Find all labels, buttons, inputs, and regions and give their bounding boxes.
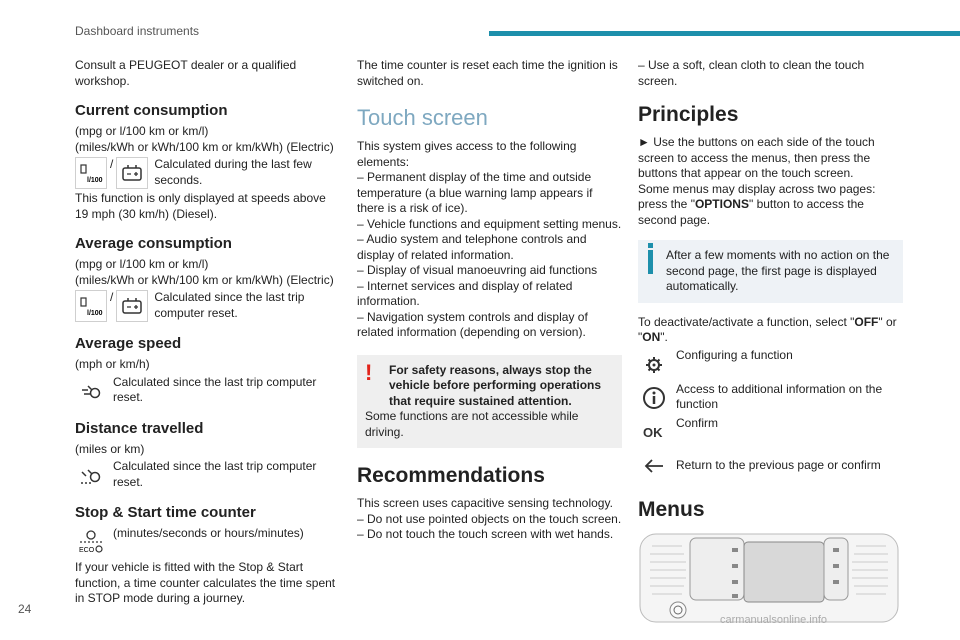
current-consumption-title: Current consumption (75, 102, 228, 119)
function-label: Access to additional information on the function (676, 381, 883, 411)
info-box (638, 240, 903, 303)
battery-consumption-icon (116, 157, 148, 189)
info-icon (648, 250, 653, 274)
average-units-2: (miles/kWh or kWh/100 km or km/kWh) (Electric) (75, 272, 334, 287)
distance-icon-row (75, 459, 340, 491)
warning-text: Some functions are not accessible while driving. (365, 409, 579, 439)
column-3 (638, 58, 903, 629)
current-units-1: (mpg or l/100 km or km/l) (75, 124, 209, 138)
stop-start-icon-row (75, 526, 340, 558)
cloth-text: – Use a soft, clean cloth to clean the touch screen. (638, 58, 865, 88)
distance-title: Distance travelled (75, 419, 204, 437)
average-consumption-title: Average consumption (75, 235, 232, 252)
intro-text: Consult a PEUGEOT dealer or a qualified workshop. (75, 58, 297, 88)
touch-item: – Vehicle functions and equipment setting menus. (357, 216, 622, 231)
svg-text:l/100: l/100 (87, 310, 103, 317)
touch-item: – Audio system and telephone controls and display of related information. (357, 232, 587, 262)
current-desc: Calculated during the last few seconds. (154, 157, 312, 187)
deactivate-text: To deactivate/activate a function, select "OFF" or "ON". (638, 314, 897, 344)
info-icon (638, 382, 670, 414)
safety-warning-box (357, 355, 622, 449)
average-desc: Calculated since the last trip computer reset. (154, 290, 305, 320)
svg-text:l/100: l/100 (87, 177, 103, 184)
gear-icon (638, 348, 670, 380)
current-units-2: (miles/kWh or kWh/100 km or km/kWh) (Electric) (75, 139, 334, 154)
function-row-info (638, 382, 903, 414)
warning-exclamation-icon: ! (365, 359, 373, 385)
column-1 (75, 58, 340, 607)
current-note: This function is only displayed at speeds above 19 mph (30 km/h) (Diesel). (75, 191, 326, 221)
eco-timer-icon (75, 526, 107, 558)
function-row-back (638, 450, 903, 482)
ok-icon (638, 416, 670, 448)
current-icons-row (75, 157, 340, 189)
touch-intro: This system gives access to the following elements: (357, 139, 577, 169)
average-icons-row (75, 290, 340, 322)
function-row-confirm (638, 416, 903, 448)
rec-item: – Do not touch the touch screen with wet hands. (357, 527, 614, 541)
function-label: Configuring a function (676, 347, 793, 362)
slash: / (110, 290, 114, 304)
header-section-title: Dashboard instruments (75, 24, 200, 38)
slash: / (110, 157, 114, 171)
touch-item: – Navigation system controls and display of related information (depending on version). (357, 309, 588, 339)
fuel-consumption-icon (75, 157, 107, 189)
rec-item: – Do not use pointed objects on the touch screen. (357, 511, 622, 526)
touch-item: – Display of visual manoeuvring aid functions (357, 263, 598, 277)
watermark: carmanualsonline.info (720, 614, 828, 626)
svg-text:ECO: ECO (79, 547, 95, 554)
average-units-1: (mpg or l/100 km or km/l) (75, 257, 209, 271)
touch-item: – Permanent display of the time and outside temperature (a blue warning lamp appears if there is a risk of ice). (357, 170, 593, 215)
stop-start-note: If your vehicle is fitted with the Stop & Start function, a time counter calculates the time spent in STOP mode during a journey. (75, 560, 336, 605)
info-text: After a few moments with no action on the second page, the first page is displayed automatically. (666, 248, 890, 293)
principles-text: ► Use the buttons on each side of the touch screen to access the menus, then press the buttons that appear on the touch screen. (638, 135, 875, 180)
function-label: Return to the previous page or confirm (676, 457, 881, 472)
page-number: 24 (18, 602, 32, 616)
touch-item: – Internet services and display of related information. (357, 278, 573, 308)
average-speed-title: Average speed (75, 335, 182, 352)
touch-screen-title: Touch screen (357, 105, 488, 130)
column-2 (357, 58, 622, 543)
rec-intro: This screen uses capacitive sensing technology. (357, 496, 613, 510)
speed-units: (mph or km/h) (75, 357, 150, 371)
battery-average-icon (116, 290, 148, 322)
distance-desc: Calculated since the last trip computer reset. (113, 459, 317, 489)
svg-text:OK: OK (643, 424, 663, 440)
principles-title: Principles (638, 103, 739, 126)
principles-text-2: Some menus may display across two pages: press the "OPTIONS" button to access the second page. (638, 181, 876, 227)
distance-units: (miles or km) (75, 441, 145, 456)
speed-icon-row (75, 375, 340, 407)
function-label: Confirm (676, 415, 719, 430)
stop-start-desc: (minutes/seconds or hours/minutes) (113, 526, 304, 540)
warning-bold-text: For safety reasons, always stop the vehicle before performing operations that require sustained attention. (389, 362, 602, 408)
menus-title: Menus (638, 497, 705, 521)
distance-icon (75, 459, 107, 491)
recommendations-title: Recommendations (357, 464, 545, 487)
speed-desc: Calculated since the last trip computer reset. (113, 374, 317, 404)
back-arrow-icon (638, 450, 670, 482)
fuel-average-icon (75, 290, 107, 322)
stop-start-title: Stop & Start time counter (75, 504, 256, 521)
header-accent-bar (489, 31, 960, 36)
function-row-configure (638, 348, 903, 380)
reset-note: The time counter is reset each time the ignition is switched on. (357, 58, 618, 88)
speedometer-icon (75, 375, 107, 407)
